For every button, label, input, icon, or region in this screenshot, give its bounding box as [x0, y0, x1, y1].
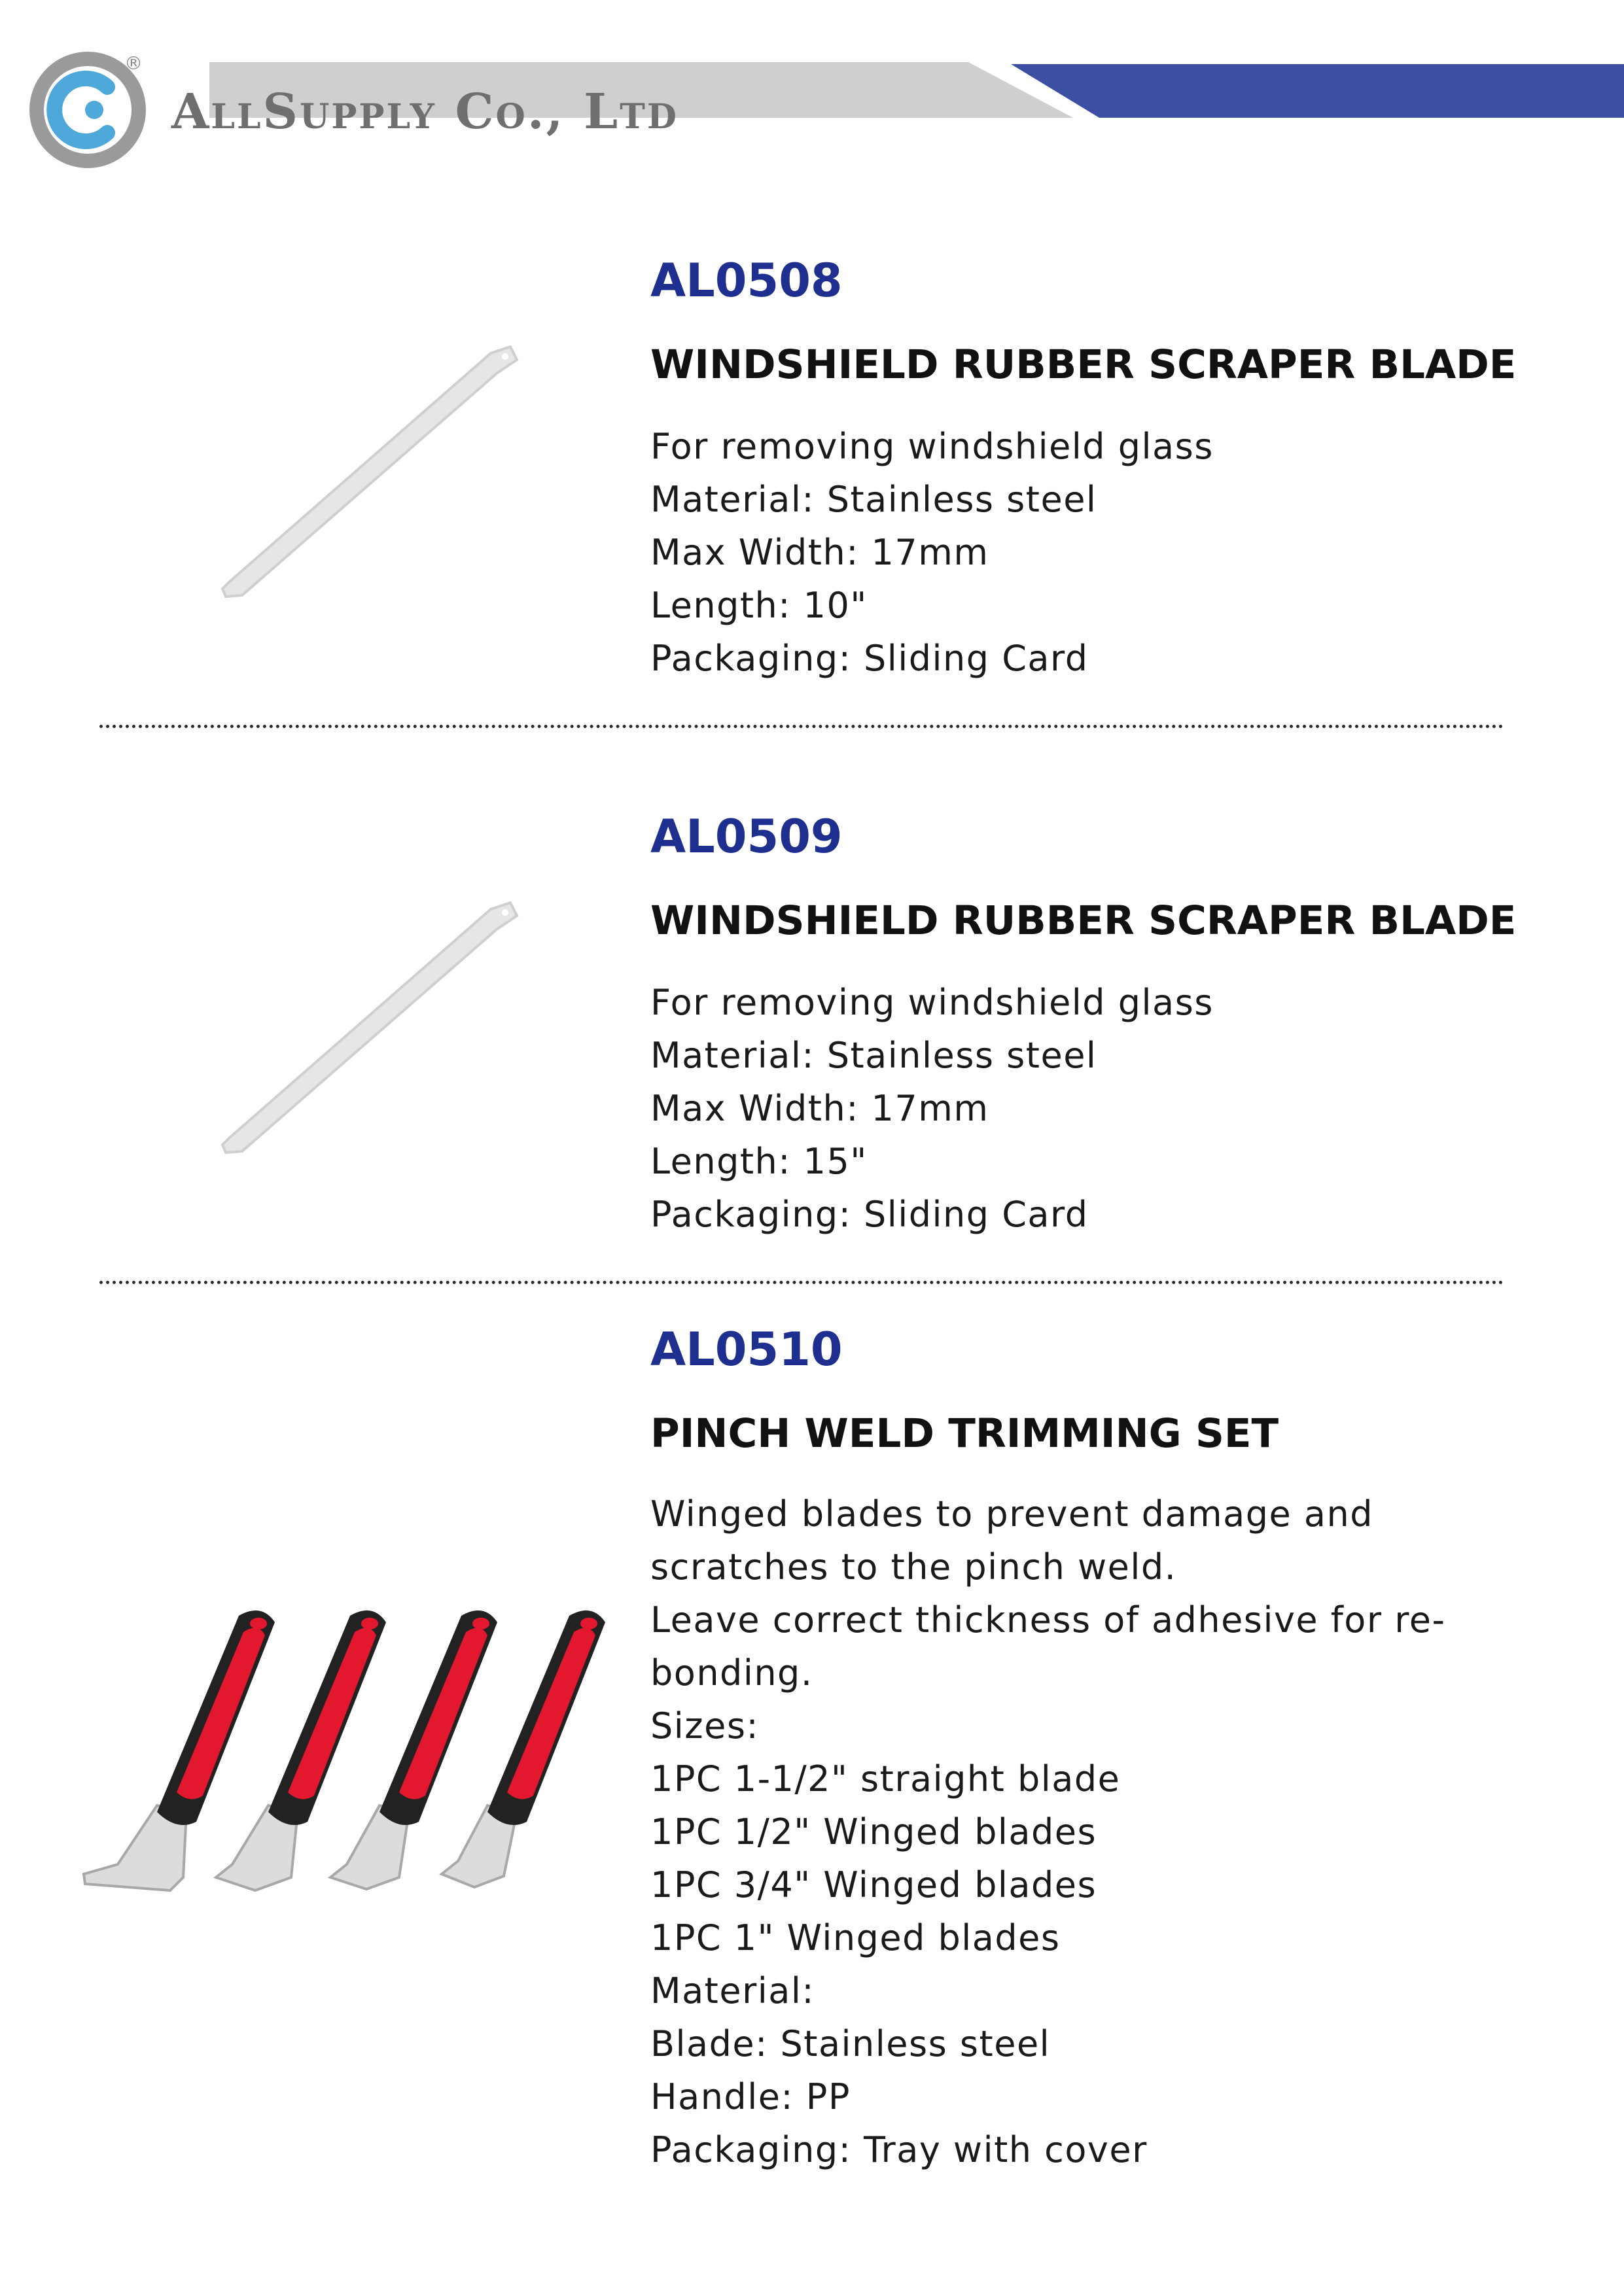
spec-line: 1PC 1-1/2" straight blade — [650, 1758, 1121, 1800]
spec-line: For removing windshield glass — [650, 426, 1214, 467]
spec-line: Packaging: Sliding Card — [650, 1194, 1089, 1235]
product-code: AL0508 — [650, 254, 843, 307]
section-divider — [99, 725, 1504, 728]
product-specs — [650, 420, 1214, 685]
product-title: PINCH WELD TRIMMING SET — [650, 1410, 1279, 1457]
spec-line: 1PC 3/4" Winged blades — [650, 1864, 1097, 1905]
scraper-blade-image — [209, 890, 537, 1164]
product-specs — [650, 976, 1214, 1241]
spec-line: For removing windshield glass — [650, 982, 1214, 1023]
spec-line: Length: 10" — [650, 585, 868, 626]
spec-line: 1PC 1" Winged blades — [650, 1917, 1061, 1958]
page-header — [0, 0, 1624, 170]
registered-mark: ® — [124, 52, 143, 74]
spec-line: bonding. — [650, 1652, 813, 1694]
company-name: AllSupply Co., Ltd — [171, 84, 679, 140]
spec-line: Material: Stainless steel — [650, 479, 1097, 520]
spec-line: Max Width: 17mm — [650, 1088, 989, 1129]
scraper-blade-image — [209, 334, 537, 608]
trimming-knives-image — [72, 1596, 615, 1904]
spec-line: Material: Stainless steel — [650, 1035, 1097, 1076]
spec-line: Material: — [650, 1970, 815, 2011]
spec-line: Length: 15" — [650, 1141, 868, 1182]
spec-line: Packaging: Sliding Card — [650, 638, 1089, 679]
product-code: AL0510 — [650, 1323, 843, 1376]
product-title: WINDSHIELD RUBBER SCRAPER BLADE — [650, 897, 1517, 944]
spec-line: Leave correct thickness of adhesive for re- — [650, 1599, 1446, 1641]
spec-line: Handle: PP — [650, 2076, 851, 2117]
spec-line: Sizes: — [650, 1705, 760, 1747]
spec-line: Packaging: Tray with cover — [650, 2129, 1148, 2170]
spec-line: Winged blades to prevent damage and — [650, 1493, 1373, 1535]
product-code: AL0509 — [650, 810, 843, 863]
spec-line: 1PC 1/2" Winged blades — [650, 1811, 1097, 1852]
spec-line: scratches to the pinch weld. — [650, 1546, 1177, 1588]
spec-line: Blade: Stainless steel — [650, 2023, 1051, 2064]
product-specs — [650, 1487, 1445, 2176]
product-title: WINDSHIELD RUBBER SCRAPER BLADE — [650, 341, 1517, 388]
spec-line: Max Width: 17mm — [650, 532, 989, 573]
section-divider — [99, 1281, 1504, 1284]
